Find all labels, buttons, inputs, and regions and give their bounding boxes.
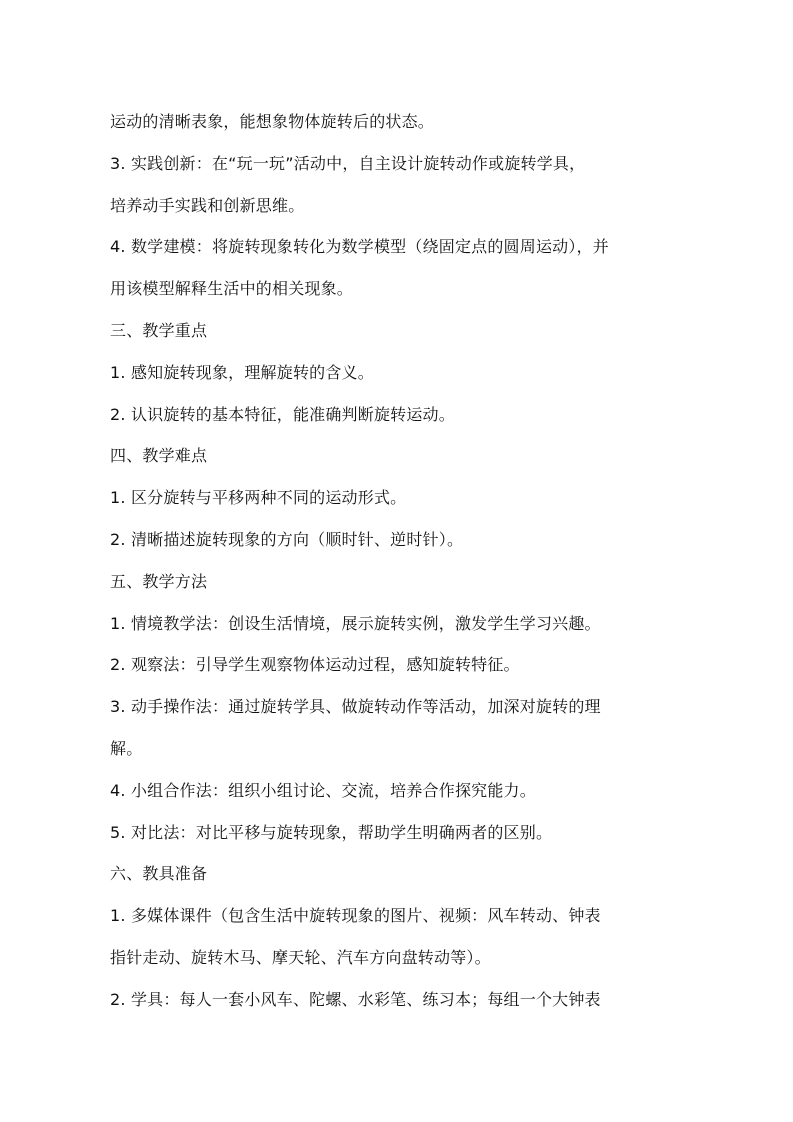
paragraph-line: 运动的清晰表象，能想象物体旋转后的状态。 bbox=[110, 112, 435, 131]
paragraph-line: 用该模型解释生活中的相关现象。 bbox=[110, 279, 354, 299]
section-heading: 四、教学难点 bbox=[110, 446, 208, 466]
paragraph-line: 1. 情境教学法：创设生活情境，展示旋转实例，激发学生学习兴趣。 bbox=[110, 613, 601, 633]
section-heading: 六、教具准备 bbox=[110, 864, 208, 884]
paragraph-line: 1. 感知旋转现象，理解旋转的含义。 bbox=[110, 362, 374, 382]
paragraph-line: 解。 bbox=[110, 738, 143, 758]
paragraph-line: 2. 学具：每人一套小风车、陀螺、水彩笔、练习本；每组一个大钟表 bbox=[110, 989, 601, 1009]
section-heading: 三、教学重点 bbox=[110, 320, 208, 340]
paragraph-line: 5. 对比法：对比平移与旋转现象，帮助学生明确两者的区别。 bbox=[110, 822, 553, 842]
paragraph-line: 3. 实践创新：在“玩一玩”活动中，自主设计旋转动作或旋转学具， bbox=[110, 153, 586, 173]
paragraph-line: 2. 观察法：引导学生观察物体运动过程，感知旋转特征。 bbox=[110, 655, 520, 675]
paragraph-line: 培养动手实践和创新思维。 bbox=[110, 195, 305, 215]
paragraph-line: 1. 区分旋转与平移两种不同的运动形式。 bbox=[110, 488, 407, 508]
paragraph-line: 1. 多媒体课件（包含生活中旋转现象的图片、视频：风车转动、钟表 bbox=[110, 906, 601, 926]
paragraph-line: 4. 数学建模：将旋转现象转化为数学模型（绕固定点的圆周运动），并 bbox=[110, 237, 609, 257]
section-heading: 五、教学方法 bbox=[110, 571, 208, 591]
paragraph-line: 4. 小组合作法：组织小组讨论、交流，培养合作探究能力。 bbox=[110, 780, 536, 800]
document-body bbox=[110, 101, 700, 1021]
paragraph-line: 2. 认识旋转的基本特征，能准确判断旋转运动。 bbox=[110, 404, 455, 424]
paragraph-line: 指针走动、旋转木马、摩天轮、汽车方向盘转动等）。 bbox=[110, 947, 491, 967]
paragraph-line: 3. 动手操作法：通过旋转学具、做旋转动作等活动，加深对旋转的理 bbox=[110, 697, 601, 717]
paragraph-line: 2. 清晰描述旋转现象的方向（顺时针、逆时针）。 bbox=[110, 529, 464, 549]
